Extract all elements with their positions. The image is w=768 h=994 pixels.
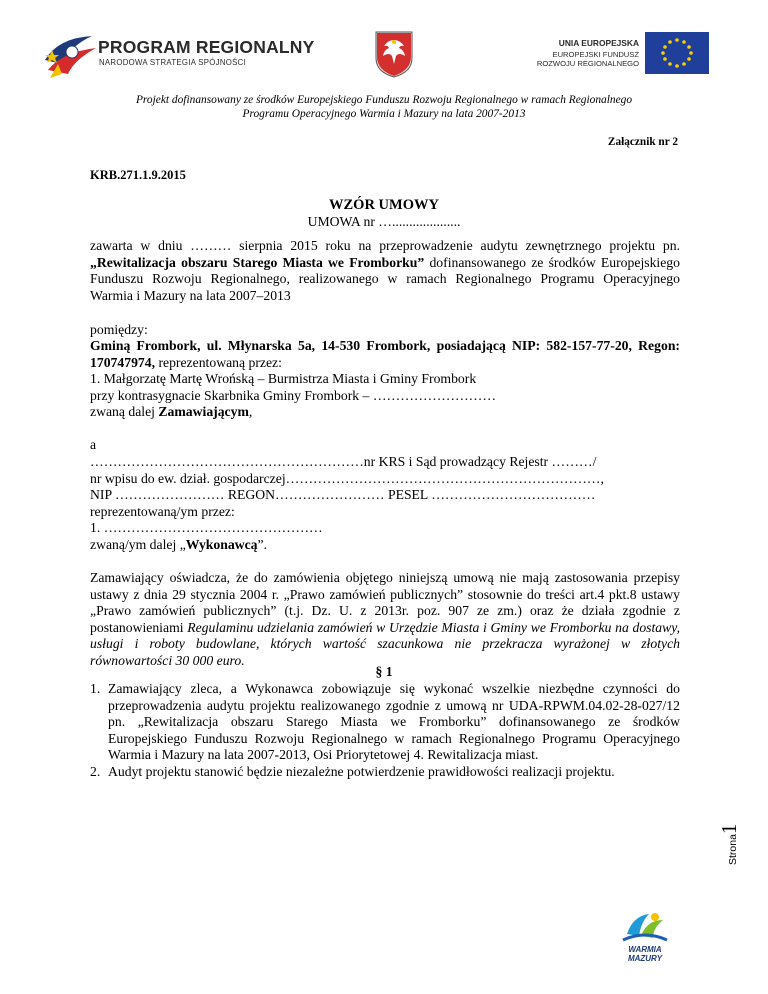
registry-label: nr wpisu do ew. dział. gospodarczej bbox=[90, 471, 286, 486]
nip-label: NIP …………………… bbox=[90, 487, 225, 502]
and-label: a bbox=[90, 437, 97, 452]
page-number bbox=[717, 824, 742, 865]
called-text: zwaną/ym dalej „ bbox=[90, 537, 186, 552]
warmia-mazury-crest-icon bbox=[374, 30, 414, 78]
mazury-label: MAZURY bbox=[627, 954, 663, 963]
project-name: „Rewitalizacja obszaru Starego Miasta we Fromborku” bbox=[90, 254, 425, 270]
page-number-value: 1 bbox=[717, 823, 741, 835]
warmia-label: WARMIA bbox=[628, 945, 662, 954]
item-number: 2. bbox=[90, 763, 101, 779]
annex-label: Załącznik nr 2 bbox=[607, 136, 678, 148]
page-title: WZÓR UMOWY bbox=[329, 197, 439, 213]
list-item bbox=[90, 764, 680, 781]
list-item bbox=[90, 681, 680, 764]
project-funding-line-1: Projekt dofinansowany ze środków Europejskiego Funduszu Rozwoju Regionalnego w ramach Regionalnego bbox=[135, 94, 633, 106]
krs-label: nr KRS i Sąd prowadzący Rejestr ………/ bbox=[363, 454, 597, 469]
contract-intro bbox=[90, 238, 680, 304]
employer-role: Zamawiającym bbox=[158, 404, 249, 419]
item-text: Zamawiający zleca, a Wykonawca zobowiązuje się wykonać wszelkie niezbędne czynności do przeprowadzenia audytu projektu realizowanego zgodnie z umową nr UDA-RPWM.04.02-28-027/12 pn. „Rewitalizacja obszaru Starego Miasta we Fromborku” dofinansowanego ze środków Europejskiego Funduszu Rozwoju Regionalnego w ramach Regionalnego Programu Operacyjnego Warmia i Mazury na lata 2007-2013, Osi Priorytetowej 4. Rewitalizacja miast. bbox=[108, 681, 680, 763]
item-number: 1. bbox=[90, 681, 101, 696]
contractor-line-2 bbox=[90, 471, 680, 488]
section-1-list bbox=[90, 681, 680, 781]
employer-representative: 1. Małgorzatę Martę Wrońską – Burmistrza Miasta i Gminy Frombork bbox=[90, 371, 477, 386]
party-employer bbox=[90, 338, 680, 371]
called-text: zwaną dalej bbox=[90, 404, 159, 419]
blank-dots: ……………………………………………………………, bbox=[285, 471, 604, 486]
contractor-line-3 bbox=[90, 487, 680, 504]
eu-label: UNIA EUROPEJSKA bbox=[558, 38, 639, 48]
employer-rep-label: reprezentowaną przez: bbox=[155, 354, 282, 370]
pesel-label: PESEL ……………………………… bbox=[387, 487, 596, 502]
regon-label: REGON…………………… bbox=[227, 487, 385, 502]
page-label: Strona bbox=[727, 834, 739, 865]
regulation-name: Regulaminu udzielania zamówień w Urzędzie Miasta i Gminy we Fromborku na dostawy, usługi i roboty budowlane, których wartość szacunkowa nie przekracza wyrażonej w złotych równowartości 30 000 euro. bbox=[90, 619, 681, 668]
contractor-representative: 1. ………………………………………… bbox=[90, 520, 323, 535]
project-funding-line-2: Programu Operacyjnego Warmia i Mazury na lata 2007-2013 bbox=[242, 108, 526, 120]
contractor-role: Wykonawcą bbox=[185, 537, 258, 552]
eu-fund-label-2: ROZWOJU REGIONALNEGO bbox=[536, 59, 639, 68]
employer-statement bbox=[90, 570, 680, 670]
reference-number: KRB.271.1.9.2015 bbox=[90, 168, 186, 182]
blank-dots: …………………………………………………… bbox=[90, 454, 364, 469]
called-end: , bbox=[248, 404, 253, 419]
contract-number: UMOWA nr ….................... bbox=[307, 214, 461, 229]
employer-details: Gminą Frombork, ul. Młynarska 5a, 14-530 Frombork, posiadającą NIP: 582-157-77-20, Regon: 170747974, bbox=[90, 338, 680, 370]
employer-called bbox=[90, 404, 680, 421]
contractor-line-1 bbox=[90, 454, 680, 471]
eu-flag-icon bbox=[645, 32, 709, 74]
intro-text: zawarta w dniu ……… sierpnia 2015 roku na przeprowadzenie audytu zewnętrznego projektu pn. bbox=[90, 238, 680, 253]
program-title: PROGRAM REGIONALNY bbox=[98, 37, 315, 57]
warmia-mazury-logo-icon bbox=[619, 910, 671, 944]
called-end: ”. bbox=[257, 537, 268, 552]
statement-text: Zamawiający oświadcza, że do zamówienia objętego niniejszą umową nie mają zastosowania przepisy ustawy z dnia 29 stycznia 2004 r. „Prawo zamówień publicznych” stosownie do treści art.4 pkt.8 ustawy „Prawo zamówień publicznych” (t.j. Dz. U. z 2013r. poz. 907 ze zm.) oraz że działa zgodnie z postanowieniami bbox=[90, 570, 680, 635]
program-subtitle: NARODOWA STRATEGIA SPÓJNOŚCI bbox=[99, 58, 247, 67]
contractor-called bbox=[90, 537, 680, 554]
intro-text-2: dofinansowanego ze środków Europejskiego Funduszu Rozwoju Regionalnego, realizowanego w ramach Regionalnego Programu Operacyjnego Warmia i Mazury na lata 2007–2013 bbox=[90, 254, 680, 303]
countersign-line: przy kontrasygnacie Skarbnika Gminy Frombork – ……………………… bbox=[90, 388, 497, 403]
between-label: pomiędzy: bbox=[90, 322, 148, 337]
eu-fund-label: EUROPEJSKI FUNDUSZ bbox=[552, 50, 639, 59]
section-heading: § 1 bbox=[375, 664, 393, 679]
contractor-rep-label: reprezentowaną/ym przez: bbox=[90, 504, 235, 519]
item-text: Audyt projektu stanowić będzie niezależne potwierdzenie prawidłowości realizacji projektu. bbox=[108, 763, 615, 779]
